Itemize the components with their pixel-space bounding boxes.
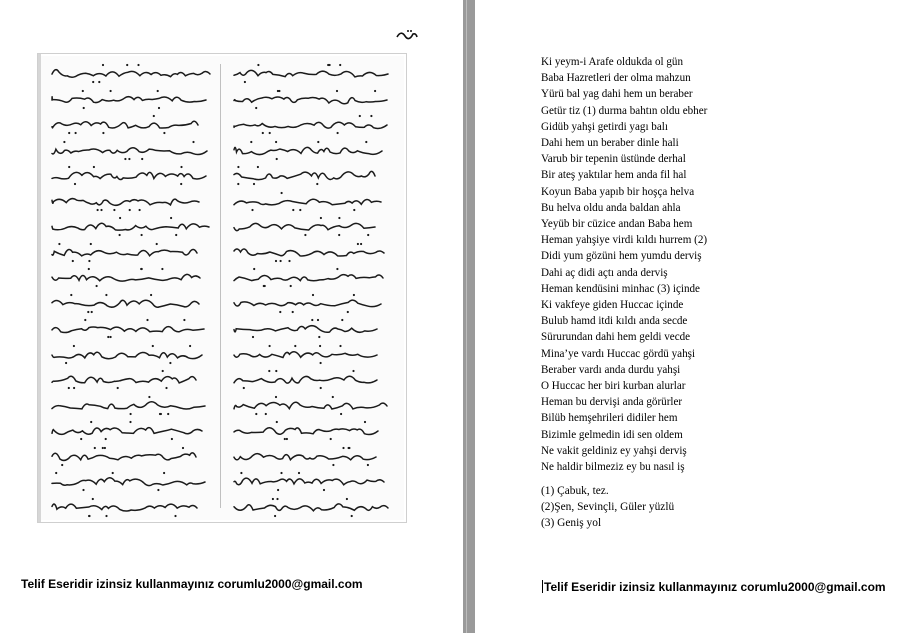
manuscript-line (230, 368, 379, 390)
poem-line: Varub bir tepenin üstünde derhal (541, 153, 686, 166)
copyright-footer-left: Telif Eseridir izinsiz kullanmayınız corumlu2000@gmail.com (21, 577, 363, 591)
manuscript-line (48, 88, 208, 110)
manuscript-line (48, 368, 198, 390)
manuscript-line (230, 113, 389, 135)
footnote: (2)Şen, Sevinçli, Güler yüzlü (541, 501, 675, 513)
poem-line: Bu helva oldu anda baldan ahla (541, 201, 681, 214)
manuscript-line (48, 394, 207, 416)
manuscript-line (230, 139, 384, 161)
poem-line: Bir ateş yaktılar hem anda fil hal (541, 169, 687, 182)
manuscript-line (230, 445, 378, 467)
poem-line: Ki vakfeye giden Huccac içinde (541, 299, 684, 312)
manuscript-line (230, 190, 383, 212)
manuscript-line (48, 445, 198, 467)
manuscript-line (230, 215, 377, 237)
poem-text (541, 54, 707, 475)
page-divider (463, 0, 475, 633)
poem-line: Sürurundan dahi hem geldi vecde (541, 331, 691, 344)
manuscript-line (48, 139, 209, 161)
manuscript-line (48, 113, 200, 135)
text-cursor (542, 580, 543, 593)
poem-line: Bizimle gelmedin idi sen oldem (541, 428, 683, 441)
column-divider (220, 64, 221, 508)
poem-line: Beraber vardı anda durdu yahşi (541, 363, 681, 376)
manuscript-scan (37, 53, 407, 523)
poem-line: Yeyüb bir cüzice andan Baba hem (541, 218, 693, 231)
manuscript-line (48, 419, 204, 441)
catchword-mark (396, 28, 418, 46)
manuscript-line (230, 394, 389, 416)
poem-line: Gidüb yahşi getirdi yagı balı (541, 120, 668, 133)
poem-line: Heman bu dervişi anda görürler (541, 396, 683, 409)
manuscript-line (230, 266, 385, 288)
poem-line: Bulub hamd itdi kıldı anda secde (541, 315, 688, 328)
poem-line: Heman kendüsini minhac (3) içinde (541, 282, 700, 295)
poem-line: Dahi hem un beraber dinle hali (541, 137, 679, 150)
manuscript-line (48, 496, 199, 518)
poem-line: Ki yeym-i Arafe oldukda ol gün (541, 56, 684, 68)
manuscript-line (48, 164, 208, 186)
manuscript-line (48, 241, 199, 263)
manuscript-line (48, 470, 207, 492)
manuscript-line (48, 215, 211, 237)
manuscript-line (48, 343, 204, 365)
manuscript-line (48, 292, 201, 314)
copyright-footer-right (542, 580, 886, 594)
poem-line: Bilüb hemşehrileri didiler hem (541, 412, 678, 425)
manuscript-line (48, 266, 202, 288)
footnote: (1) Çabuk, tez. (541, 485, 609, 497)
manuscript-line (48, 62, 212, 84)
poem-line: O Huccac her biri kurban alurlar (541, 380, 686, 393)
footnote: (3) Geniş yol (541, 517, 602, 529)
poem-line: Yürü bal yag dahi hem un beraber (541, 88, 693, 101)
manuscript-line (48, 190, 201, 212)
manuscript-line (230, 317, 379, 339)
manuscript-line (230, 164, 377, 186)
poem-line: Didi yum gözüni hem yumdu derviş (541, 250, 702, 263)
copyright-footer-text: Telif Eseridir izinsiz kullanmayınız corumlu2000@gmail.com (544, 580, 886, 594)
poem-line: Mina’ye vardı Huccac gördü yahşi (541, 347, 696, 360)
poem-line: Koyun Baba yapıb bir hoşça helva (541, 185, 695, 198)
manuscript-line (230, 343, 379, 365)
manuscript-line (230, 292, 383, 314)
poem-line: Dahi aç didi açtı anda derviş (541, 266, 668, 279)
poem-line: Ne vakit geldiniz ey yahşi derviş (541, 444, 687, 457)
poem-line: Getür tiz (1) durma bahtın oldu ebher (541, 104, 708, 117)
manuscript-line (230, 419, 380, 441)
manuscript-line (230, 88, 389, 110)
poem-line: Heman yahşiye virdi kıldı hurrem (2) (541, 234, 708, 247)
poem-line: Ne haldir bilmeziz ey bu nasıl iş (541, 461, 685, 474)
manuscript-line (230, 241, 386, 263)
manuscript-line (230, 496, 390, 518)
footnotes (541, 483, 674, 531)
poem-line: Baba Hazretleri der olma mahzun (541, 72, 691, 85)
manuscript-line (230, 62, 390, 84)
manuscript-line (230, 470, 386, 492)
right-page (475, 0, 923, 633)
manuscript-line (48, 317, 206, 339)
